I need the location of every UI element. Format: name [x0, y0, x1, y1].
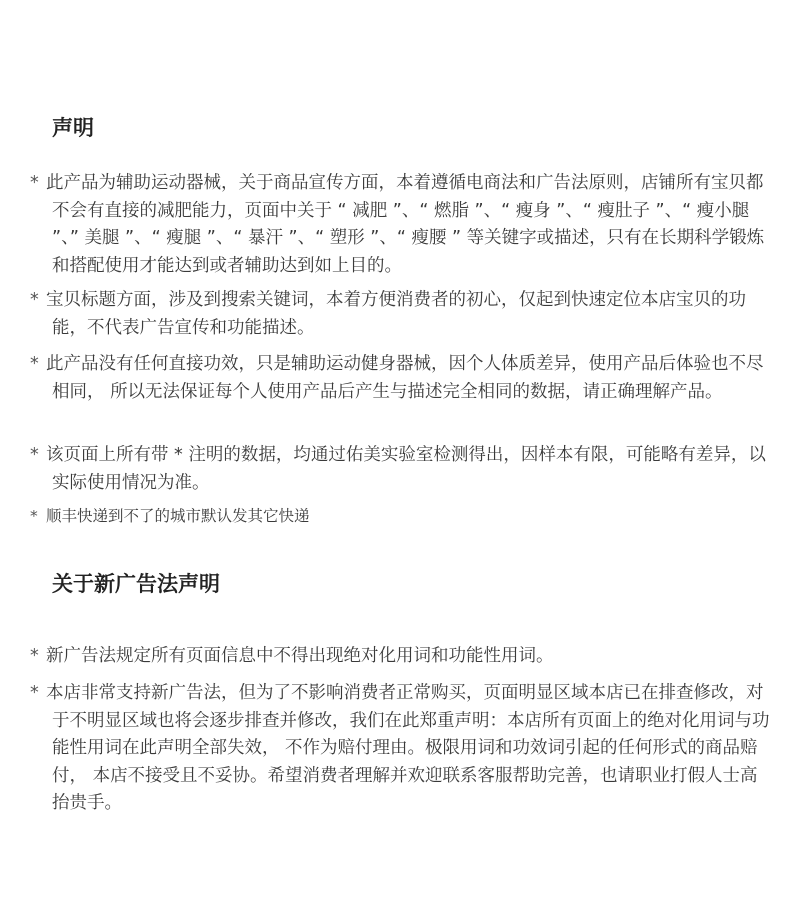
declaration-item-text: 宝贝标题方面，涉及到搜索关键词，本着方便消费者的初心，仅起到快速定位本店宝贝的功能，不代表广告宣传和功能描述。 [46, 290, 746, 338]
ad-law-item-1 [30, 643, 772, 671]
declaration-item-5 [30, 505, 772, 527]
asterisk-bullet: * [30, 290, 39, 310]
declaration-item-text: 该页面上所有带 * 注明的数据，均通过佑美实验室检测得出，因样本有限，可能略有差异，以实际使用情况为准。 [46, 445, 766, 493]
asterisk-bullet: * [30, 683, 39, 703]
ad-law-item-text: 本店非常支持新广告法，但为了不影响消费者正常购买，页面明显区域本店已在排查修改，对于不明显区域也将会逐步排查并修改，我们在此郑重声明：本店所有页面上的绝对化用词与功能性用词在此声明全部失效， 不作为赔付理由。极限用词和功效词引起的任何形式的商品赔付， 本店不接受且不妥协。希望消费者理解并欢迎联系客服帮助完善，也请职业打假人士高抬贵手。 [46, 683, 770, 813]
asterisk-bullet: * [30, 173, 39, 193]
asterisk-bullet: * [30, 445, 39, 465]
asterisk-bullet: * [30, 646, 39, 666]
declaration-item-text: 顺丰快递到不了的城市默认发其它快递 [46, 507, 310, 525]
declaration-title: 声明 [52, 116, 94, 140]
declaration-item-3 [30, 351, 772, 406]
ad-law-item-2 [30, 680, 772, 818]
asterisk-bullet: * [30, 354, 39, 374]
ad-law-title: 关于新广告法声明 [52, 572, 220, 596]
asterisk-bullet: * [30, 507, 38, 525]
declaration-item-1 [30, 170, 772, 280]
declaration-item-4 [30, 442, 772, 497]
declaration-item-text: 此产品没有任何直接功效，只是辅助运动健身器械，因个人体质差异，使用产品后体验也不尽相同， 所以无法保证每个人使用产品后产生与描述完全相同的数据，请正确理解产品。 [46, 354, 764, 402]
declaration-item-text: 此产品为辅助运动器械，关于商品宣传方面，本着遵循电商法和广告法原则，店铺所有宝贝都不会有直接的减肥能力，页面中关于 “ 减肥 ”、“ 燃脂 ”、“ 瘦身 ”、“ 瘦肚子 ”、“ 瘦小腿 ”、” 美腿 ”、“ 瘦腿 ”、“ 暴汗 ”、“ 塑形 ”、“ 瘦腰 ” 等关键字或描述，只有在长期科学锻炼和搭配使用才能达到或者辅助达到如上目的。 [46, 173, 765, 276]
declaration-item-2 [30, 287, 772, 342]
ad-law-item-text: 新广告法规定所有页面信息中不得出现绝对化用词和功能性用词。 [46, 646, 554, 666]
